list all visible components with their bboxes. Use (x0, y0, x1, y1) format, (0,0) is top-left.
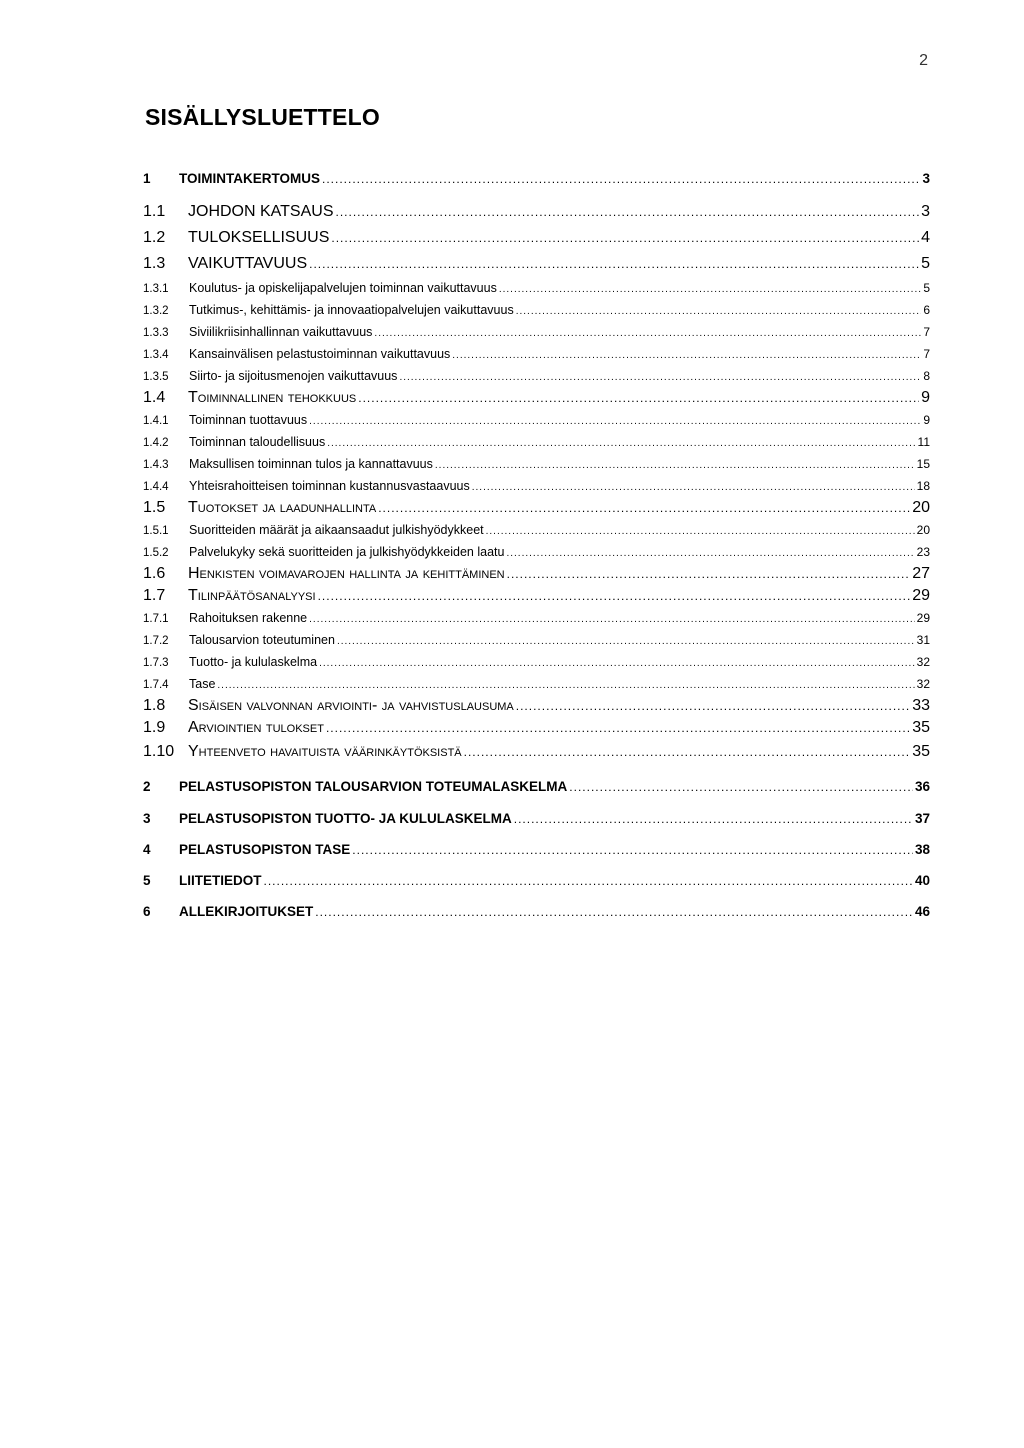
toc-entry-number: 1.4.2 (143, 437, 169, 449)
toc-entry-label: Henkisten voimavarojen hallinta ja kehittäminen (188, 565, 505, 582)
toc-entry[interactable] (143, 389, 930, 407)
toc-entry-page: 9 (921, 389, 930, 406)
toc-entry-page: 18 (916, 479, 930, 493)
toc-entry[interactable] (143, 479, 930, 493)
toc-entry-label: Talousarvion toteutuminen (189, 633, 335, 647)
toc-entry[interactable] (143, 303, 930, 317)
toc-entry[interactable] (143, 842, 930, 857)
toc-entry-number: 1.7.1 (143, 613, 169, 625)
toc-entry[interactable] (143, 697, 930, 715)
toc-entry-label: Sisäisen valvonnan arviointi- ja vahvistuslausuma (188, 697, 514, 714)
toc-title: SISÄLLYSLUETTELO (145, 104, 380, 130)
toc-entry-page: 38 (914, 842, 930, 857)
toc-entry-number: 6 (143, 904, 151, 919)
toc-entry-page: 31 (916, 633, 930, 647)
toc-entry-label: Tutkimus-, kehittämis- ja innovaatiopalvelujen vaikuttavuus (189, 303, 514, 317)
toc-entry-label: Siviilikriisinhallinnan vaikuttavuus (189, 325, 373, 339)
toc-entry-label: JOHDON KATSAUS (188, 203, 334, 220)
toc-entry[interactable] (143, 633, 930, 647)
toc-entry-label: Kansainvälisen pelastustoiminnan vaikuttavuus (189, 347, 451, 361)
toc-entry[interactable] (143, 171, 930, 186)
toc-entry-page: 32 (916, 655, 930, 669)
toc-leader (358, 391, 919, 405)
toc-leader (374, 328, 921, 339)
toc-leader (337, 636, 915, 647)
toc-leader (352, 843, 913, 857)
toc-entry-page: 36 (914, 779, 930, 794)
toc-entry[interactable] (143, 281, 930, 295)
toc-entry-page: 7 (923, 325, 930, 339)
toc-leader (516, 699, 910, 713)
toc-entry[interactable] (143, 719, 930, 737)
toc-entry-page: 37 (914, 811, 930, 826)
toc-entry-number: 1.3.1 (143, 283, 169, 295)
toc-entry-page: 20 (912, 499, 930, 516)
toc-entry-label: TOIMINTAKERTOMUS (179, 171, 320, 186)
toc-leader (326, 721, 910, 735)
toc-entry[interactable] (143, 369, 930, 383)
toc-entry[interactable] (143, 545, 930, 559)
toc-entry[interactable] (143, 873, 930, 888)
toc-entry-page: 46 (914, 904, 930, 919)
toc-entry-page: 32 (916, 677, 930, 691)
toc-entry-number: 1.6 (143, 565, 166, 582)
toc-entry-label: Yhteisrahoitteisen toiminnan kustannusvastaavuus (189, 479, 470, 493)
toc-entry[interactable] (143, 457, 930, 471)
toc-entry-number: 1.1 (143, 203, 166, 220)
toc-entry-page: 4 (921, 229, 930, 246)
toc-leader (336, 205, 920, 219)
toc-entry-number: 1.4 (143, 389, 166, 406)
toc-entry-number: 2 (143, 779, 151, 794)
toc-leader (472, 482, 915, 493)
toc-leader (514, 812, 913, 826)
toc-entry[interactable] (143, 523, 930, 537)
toc-entry-page: 35 (912, 719, 930, 736)
toc-entry-label: Siirto- ja sijoitusmenojen vaikuttavuus (189, 369, 398, 383)
toc-entry-page: 7 (923, 347, 930, 361)
toc-entry-number: 1.7.3 (143, 657, 169, 669)
toc-leader (309, 257, 919, 271)
toc-entry-label: ALLEKIRJOITUKSET (179, 904, 314, 919)
toc-leader (217, 680, 914, 691)
toc-leader (319, 658, 915, 669)
toc-entry[interactable] (143, 655, 930, 669)
toc-entry[interactable] (143, 587, 930, 605)
toc-entry-page: 5 (921, 255, 930, 272)
toc-entry-label: PELASTUSOPISTON TASE (179, 842, 351, 857)
toc-entry[interactable] (143, 325, 930, 339)
toc-entry-label: Toiminnan tuottavuus (189, 413, 308, 427)
toc-entry-label: Palvelukyky sekä suoritteiden ja julkishyödykkeiden laatu (189, 545, 505, 559)
toc-entry-page: 9 (923, 413, 930, 427)
toc-entry-page: 29 (912, 587, 930, 604)
toc-entry-label: Toiminnallinen tehokkuus (188, 389, 357, 406)
toc-entry-number: 1.3.5 (143, 371, 169, 383)
toc-entry[interactable] (143, 229, 930, 247)
toc-entry-label: Tilinpäätösanalyysi (188, 587, 316, 604)
toc-entry-page: 3 (922, 171, 930, 186)
toc-leader (318, 589, 911, 603)
toc-entry-label: Tase (189, 677, 216, 691)
toc-entry-number: 1.3.4 (143, 349, 169, 361)
toc-entry-page: 27 (912, 565, 930, 582)
toc-entry-number: 1.4.3 (143, 459, 169, 471)
toc-entry-label: Yhteenveto havaituista väärinkäytöksistä (188, 743, 462, 760)
toc-leader (315, 905, 913, 919)
toc-leader (499, 284, 921, 295)
toc-leader (322, 172, 920, 186)
toc-entry-number: 1.3.2 (143, 305, 169, 317)
toc-leader (435, 460, 915, 471)
toc-leader (378, 501, 910, 515)
toc-entry-page: 40 (914, 873, 930, 888)
toc-leader (452, 350, 921, 361)
toc-entry-number: 1.4.1 (143, 415, 169, 427)
toc-entry-page: 20 (916, 523, 930, 537)
toc-entry-label: PELASTUSOPISTON TUOTTO- JA KULULASKELMA (179, 811, 512, 826)
toc-entry-label: Koulutus- ja opiskelijapalvelujen toiminnan vaikuttavuus (189, 281, 497, 295)
toc-entry[interactable] (143, 677, 930, 691)
toc-entry[interactable] (143, 255, 930, 273)
toc-entry-label: Arviointien tulokset (188, 719, 324, 736)
toc-entry[interactable] (143, 565, 930, 583)
toc-entry-page: 11 (917, 435, 930, 449)
toc-leader (507, 567, 911, 581)
toc-entry-number: 1.9 (143, 719, 166, 736)
toc-entry[interactable] (143, 413, 930, 427)
toc-entry[interactable] (143, 347, 930, 361)
toc-entry-number: 1.10 (143, 743, 175, 760)
toc-entry[interactable] (143, 435, 930, 449)
toc-entry-label: VAIKUTTAVUUS (188, 255, 308, 272)
toc-entry-number: 1.4.4 (143, 481, 169, 493)
toc-entry-number: 1.7 (143, 587, 166, 604)
toc-entry-number: 1.5 (143, 499, 166, 516)
toc-entry-label: Maksullisen toiminnan tulos ja kannattavuus (189, 457, 433, 471)
page-number: 2 (919, 52, 928, 69)
toc-leader (486, 526, 915, 537)
toc-entry[interactable] (143, 904, 930, 919)
toc-entry-number: 3 (143, 811, 151, 826)
toc-entry-label: Rahoituksen rakenne (189, 611, 308, 625)
toc-entry-page: 3 (921, 203, 930, 220)
toc-entry-number: 1.5.1 (143, 525, 169, 537)
toc-entry-number: 1.8 (143, 697, 166, 714)
toc-entry[interactable] (143, 499, 930, 517)
toc-entry-page: 15 (916, 457, 930, 471)
toc-entry-number: 1.3.3 (143, 327, 169, 339)
toc-entry-number: 1.7.4 (143, 679, 169, 691)
toc-entry-number: 4 (143, 842, 151, 857)
toc-entry-page: 35 (912, 743, 930, 760)
toc-leader (569, 780, 913, 794)
toc-entry-label: Tuotokset ja laadunhallinta (188, 499, 377, 516)
toc-entry-page: 29 (916, 611, 930, 625)
toc-entry-number: 1.7.2 (143, 635, 169, 647)
toc-leader (399, 372, 921, 383)
toc-leader (464, 745, 911, 759)
toc-entry-label: Toiminnan taloudellisuus (189, 435, 326, 449)
toc-entry[interactable] (143, 779, 930, 794)
toc-entry-number: 1.2 (143, 229, 166, 246)
toc-entry[interactable] (143, 743, 930, 761)
toc-leader (327, 438, 915, 449)
toc-leader (506, 548, 914, 559)
toc-leader (309, 614, 915, 625)
toc-entry[interactable] (143, 611, 930, 625)
toc-entry-label: LIITETIEDOT (179, 873, 262, 888)
toc-entry-label: TULOKSELLISUUS (188, 229, 330, 246)
toc-entry-page: 33 (912, 697, 930, 714)
toc-entry-page: 8 (923, 369, 930, 383)
toc-leader (516, 306, 922, 317)
toc-leader (309, 416, 921, 427)
toc-entry-number: 1 (143, 171, 151, 186)
toc-entry[interactable] (143, 203, 930, 221)
toc-leader (264, 874, 913, 888)
toc-entry-label: Suoritteiden määrät ja aikaansaadut julkishyödykkeet (189, 523, 484, 537)
toc-entry-label: PELASTUSOPISTON TALOUSARVION TOTEUMALASKELMA (179, 779, 568, 794)
toc-entry-page: 6 (923, 303, 930, 317)
toc-entry-page: 5 (923, 281, 930, 295)
toc-entry-label: Tuotto- ja kululaskelma (189, 655, 318, 669)
toc-entry-number: 1.3 (143, 255, 166, 272)
toc-entry-number: 5 (143, 873, 151, 888)
toc-leader (331, 231, 919, 245)
toc-entry-page: 23 (916, 545, 930, 559)
toc-entry-number: 1.5.2 (143, 547, 169, 559)
toc-entry[interactable] (143, 811, 930, 826)
